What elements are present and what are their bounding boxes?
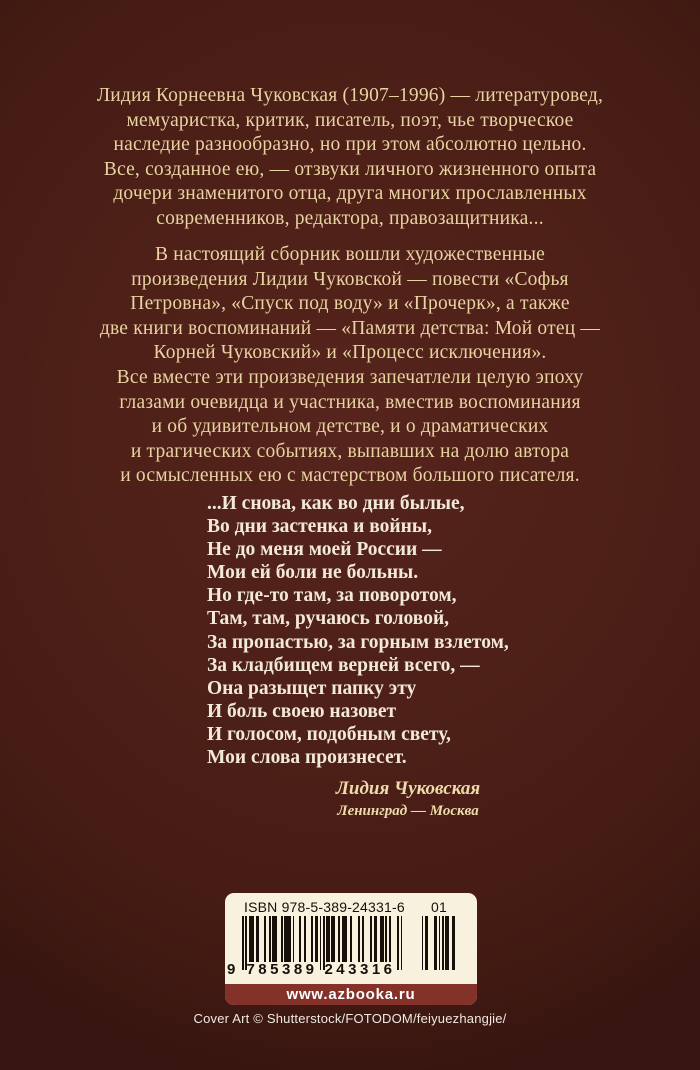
- barcode-addon-number: 01: [431, 899, 447, 915]
- publisher-website-band: [225, 984, 477, 1005]
- text-line: Лидия Корнеевна Чуковская (1907–1996) — литературовед,: [96, 85, 604, 106]
- text-line: За кладбищем верней всего, —: [207, 654, 480, 676]
- text-line: наследие разнообразно, но при этом абсолютно цельно.: [113, 134, 587, 156]
- text-line: произведения Лидии Чуковской — повести «Софья: [131, 268, 569, 290]
- book-summary-paragraph: [0, 243, 700, 489]
- text-line: Все вместе эти произведения запечатлели целую эпоху: [116, 366, 584, 388]
- text-line: Мои слова произнесет.: [207, 747, 407, 769]
- text-line: И голосом, подобным свету,: [207, 723, 451, 745]
- author-bio-paragraph: [0, 84, 700, 232]
- text-line: Все, созданное ею, — отзвуки личного жизненного опыта: [103, 158, 597, 180]
- poem-quote: [207, 492, 509, 769]
- barcode-digits-right-group: 243316: [324, 961, 396, 978]
- text-line: В настоящий сборник вошли художественные: [154, 244, 546, 265]
- text-line: Она разыщет папку эту: [207, 677, 417, 699]
- text-line: И боль своею назовет: [207, 700, 397, 722]
- barcode-digits-left-group: 785389: [246, 961, 318, 978]
- signature-author-name: Лидия Чуковская: [335, 778, 481, 799]
- signature-block: [58, 778, 700, 820]
- text-line: две книги воспоминаний — «Памяти детства: Мой отец —: [99, 317, 601, 339]
- text-line: Во дни застенка и войны,: [207, 516, 432, 538]
- ean2-addon-bars: [420, 916, 455, 970]
- text-line: глазами очевидца и участника, вместив воспоминания: [119, 391, 581, 413]
- text-line: современников, редактора, правозащитника...: [156, 207, 544, 229]
- publisher-website-url: www.azbooka.ru: [286, 986, 416, 1003]
- signature-place: Ленинград — Москва: [337, 803, 479, 819]
- cover-art-credit: Cover Art © Shutterstock/FOTODOM/feiyuezhangjie/: [193, 1011, 507, 1026]
- barcode-panel: [225, 893, 477, 1005]
- isbn-row: [225, 893, 477, 915]
- text-line: ...И снова, как во дни былые,: [207, 493, 465, 514]
- text-line: дочери знаменитого отца, друга многих прославленных: [113, 183, 587, 205]
- text-line: и трагических событиях, выпавших на долю автора: [130, 440, 570, 462]
- text-line: За пропастью, за горным взлетом,: [207, 631, 509, 653]
- text-line: Там, там, ручаюсь головой,: [207, 608, 450, 630]
- text-line: мемуаристка, критик, писатель, поэт, чье творческое: [126, 109, 574, 131]
- isbn-label: ISBN 978-5-389-24331-6: [244, 899, 405, 915]
- text-line: и об удивительном детстве, и о драматических: [151, 416, 549, 438]
- text-line: Мои ей боли не больны.: [207, 562, 419, 584]
- text-line: Не до меня моей России —: [207, 539, 442, 561]
- text-line: и осмысленных ею с мастерством большого писателя.: [120, 465, 580, 487]
- text-line: Петровна», «Спуск под воду» и «Прочерк», а также: [130, 293, 570, 315]
- ean13-barcode: [225, 916, 477, 980]
- text-line: Корней Чуковский» и «Процесс исключения».: [153, 342, 547, 364]
- barcode-digit-lead: 9: [227, 961, 236, 978]
- text-line: Но где-то там, за поворотом,: [207, 585, 457, 607]
